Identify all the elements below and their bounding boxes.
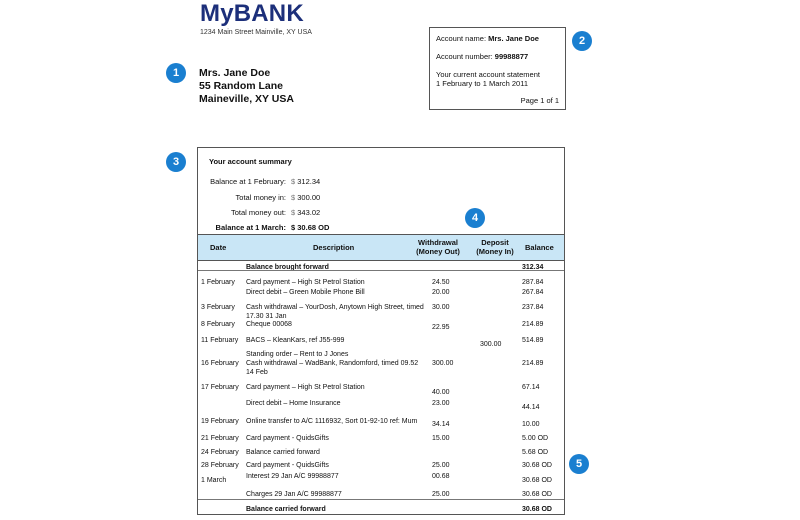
withdrawal-cell: 20.00: [432, 289, 450, 296]
withdrawal-cell: 40.00: [432, 389, 450, 396]
row-divider: [198, 270, 564, 271]
column-header-withdrawal: [413, 238, 463, 256]
callout-4: 4: [465, 208, 485, 228]
date-cell: 3 February: [201, 304, 235, 311]
summary-row-closing: [197, 223, 329, 232]
column-header-date: Date: [210, 243, 227, 252]
summary-label: Balance at 1 March:: [215, 223, 286, 232]
description-cell: Cash withdrawal – YourDosh, Anytown High Street, timed: [246, 304, 424, 311]
description-continuation: 17.30 31 Jan: [246, 313, 287, 320]
balance-cell: 312.34: [522, 264, 544, 271]
summary-label: Balance at 1 February:: [210, 177, 286, 186]
date-cell: 1 February: [201, 279, 235, 286]
balance-cell: 44.14: [522, 404, 540, 411]
withdrawal-cell: 34.14: [432, 421, 450, 428]
callout-3: 3: [166, 152, 186, 172]
withdrawal-cell: 25.00: [432, 462, 450, 469]
date-cell: 16 February: [201, 360, 239, 367]
balance-cell: 237.84: [522, 304, 544, 311]
account-number-row: [436, 52, 528, 61]
description-cell: Balance carried forward: [246, 506, 326, 513]
description-cell: Cheque 00068: [246, 321, 292, 328]
customer-name: Mrs. Jane Doe: [199, 67, 271, 79]
deposit-cell: 300.00: [480, 341, 502, 348]
date-cell: 21 February: [201, 435, 239, 442]
description-cell: Standing order – Rent to J Jones: [246, 351, 349, 358]
statement-period: 1 February to 1 March 2011: [436, 79, 528, 88]
withdrawal-cell: 23.00: [432, 400, 450, 407]
summary-value: 312.34: [297, 177, 321, 186]
date-cell: 11 February: [201, 337, 239, 344]
currency-symbol: $: [291, 223, 296, 232]
balance-cell: 214.89: [522, 360, 544, 367]
description-cell: Interest 29 Jan A/C 99988877: [246, 473, 339, 480]
summary-row: [197, 208, 320, 217]
account-number-label: Account number:: [436, 52, 493, 61]
row-divider: [198, 499, 564, 500]
balance-cell: 30.68 OD: [522, 477, 552, 484]
withdrawal-cell: 15.00: [432, 435, 450, 442]
summary-value: 300.00: [297, 193, 321, 202]
callout-5: 5: [569, 454, 589, 474]
account-name-value: Mrs. Jane Doe: [488, 34, 539, 43]
date-cell: 28 February: [201, 462, 239, 469]
column-header-description: Description: [313, 243, 355, 252]
page-number: Page 1 of 1: [520, 96, 559, 105]
balance-cell: 514.89: [522, 337, 544, 344]
date-cell: 19 February: [201, 418, 239, 425]
balance-cell: 30.68 OD: [522, 506, 552, 513]
balance-cell: 30.68 OD: [522, 462, 552, 469]
summary-title: Your account summary: [209, 157, 292, 166]
bank-logo: MyBANK: [200, 0, 304, 27]
withdrawal-sublabel: (Money Out): [416, 247, 460, 256]
balance-cell: 214.89: [522, 321, 544, 328]
description-continuation: 14 Feb: [246, 369, 268, 376]
description-cell: Online transfer to A/C 1116932, Sort 01-92-10 ref: Mum: [246, 418, 418, 425]
withdrawal-label: Withdrawal: [418, 238, 458, 247]
description-cell: Direct debit – Home Insurance: [246, 400, 341, 407]
column-header-balance: Balance: [525, 243, 554, 252]
currency-symbol: $: [291, 208, 296, 217]
balance-cell: 5.68 OD: [522, 449, 549, 456]
callout-1: 1: [166, 63, 186, 83]
summary-label: Total money out:: [230, 208, 286, 217]
bank-address: 1234 Main Street Mainville, XY USA: [200, 29, 312, 36]
customer-street: 55 Random Lane: [199, 80, 284, 92]
summary-label: Total money in:: [235, 193, 286, 202]
date-cell: 1 March: [201, 477, 227, 484]
description-cell: Card payment - QuidsGifts: [246, 435, 329, 442]
withdrawal-cell: 25.00: [432, 491, 450, 498]
description-cell: Card payment – High St Petrol Station: [246, 384, 365, 391]
account-name-label: Account name:: [436, 34, 487, 43]
date-cell: 17 February: [201, 384, 239, 391]
withdrawal-cell: 00.68: [432, 473, 450, 480]
description-cell: Direct debit – Green Mobile Phone Bill: [246, 289, 365, 296]
balance-cell: 10.00: [522, 421, 540, 428]
summary-value: 343.02: [297, 208, 321, 217]
customer-address-block: [199, 67, 294, 106]
currency-symbol: $: [291, 177, 296, 186]
deposit-sublabel: (Money In): [476, 247, 514, 256]
description-cell: Balance brought forward: [246, 264, 329, 271]
balance-cell: 267.84: [522, 289, 544, 296]
deposit-label: Deposit: [481, 238, 509, 247]
customer-city: Maineville, XY USA: [199, 93, 294, 105]
date-cell: 8 February: [201, 321, 235, 328]
account-name-row: [436, 34, 539, 43]
description-cell: BACS – KleanKars, ref J55-999: [246, 337, 345, 344]
currency-symbol: $: [291, 193, 296, 202]
statement-label: Your current account statement: [436, 70, 540, 79]
balance-cell: 67.14: [522, 384, 540, 391]
balance-cell: 30.68 OD: [522, 491, 552, 498]
withdrawal-cell: 22.95: [432, 324, 450, 331]
description-cell: Card payment – High St Petrol Station: [246, 279, 365, 286]
summary-value: 30.68 OD: [297, 223, 330, 232]
summary-row: [197, 177, 320, 186]
callout-2: 2: [572, 31, 592, 51]
account-info-box: [429, 27, 566, 110]
statement-panel: [197, 147, 565, 515]
date-cell: 24 February: [201, 449, 239, 456]
summary-row: [197, 193, 320, 202]
account-number-value: 99988877: [494, 52, 529, 61]
withdrawal-cell: 30.00: [432, 304, 450, 311]
balance-cell: 287.84: [522, 279, 544, 286]
description-continuation: Cash withdrawal – WadBank, Randomford, timed 09.52: [246, 360, 419, 367]
description-cell: Charges 29 Jan A/C 99988877: [246, 491, 342, 498]
description-cell: Card payment - QuidsGifts: [246, 462, 329, 469]
balance-cell: 5.00 OD: [522, 435, 549, 442]
column-header-deposit: [470, 238, 520, 256]
description-cell: Balance carried forward: [246, 449, 320, 456]
withdrawal-cell: 300.00: [432, 360, 454, 367]
withdrawal-cell: 24.50: [432, 279, 450, 286]
